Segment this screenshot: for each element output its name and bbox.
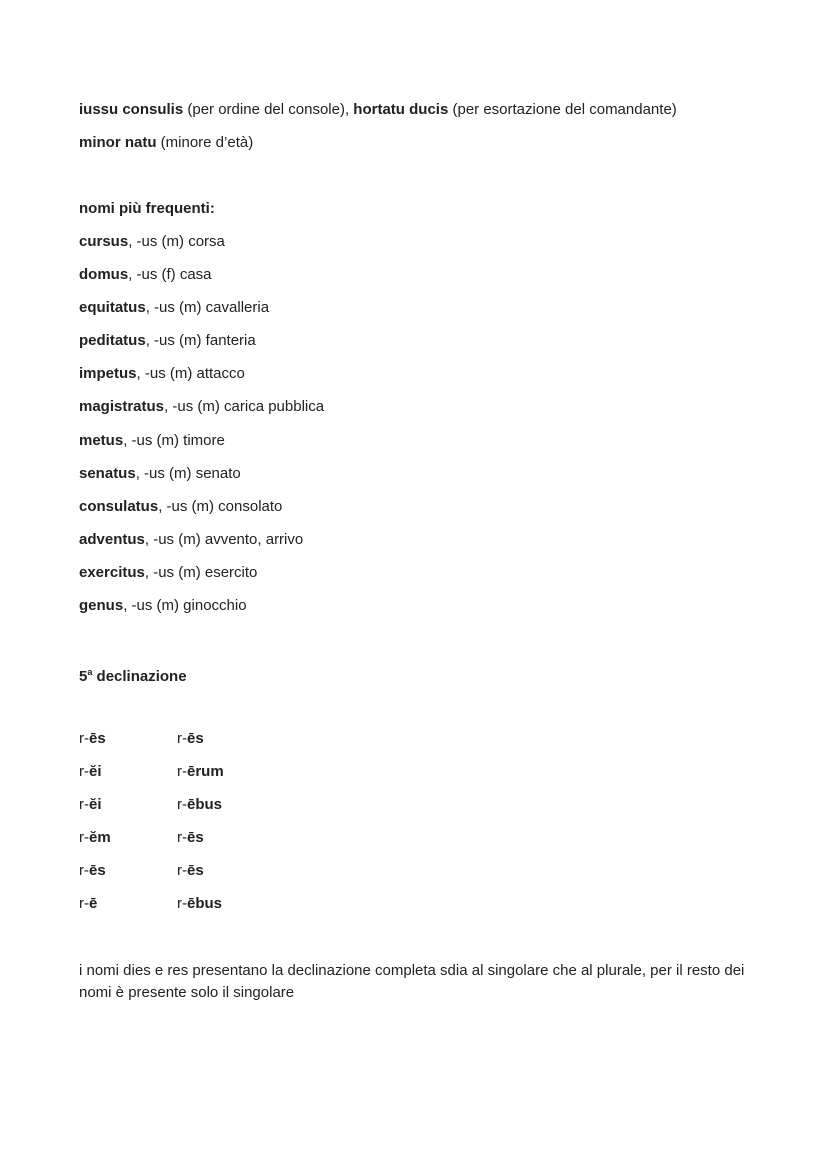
noun-item (79, 596, 247, 616)
noun-term: consulatus (79, 498, 159, 515)
minor-natu-line (79, 133, 253, 153)
phrase-hortatu-ducis: hortatu ducis (353, 101, 449, 118)
noun-item (79, 364, 245, 384)
noun-term: metus (79, 432, 124, 449)
noun-definition: , -us (m) ginocchio (123, 597, 247, 614)
singular-form: r-ĕm (79, 829, 111, 846)
noun-item (79, 331, 256, 351)
noun-item (79, 497, 282, 517)
noun-item (79, 431, 225, 451)
declension-heading-text: declinazione (92, 668, 187, 685)
noun-definition: , -us (m) consolato (158, 498, 283, 515)
noun-definition: , -us (m) timore (123, 432, 225, 449)
nouns-heading: nomi più frequenti: (79, 200, 215, 217)
noun-item (79, 265, 212, 285)
plural-form: r-ēs (177, 829, 204, 846)
phrase-translation: (per ordine del console), (183, 101, 354, 118)
singular-form: r-ēs (79, 862, 106, 879)
plural-form: r-ēbus (177, 895, 223, 912)
noun-definition: , -us (m) esercito (144, 564, 258, 581)
singular-form: r-ĕi (79, 763, 102, 780)
noun-item (79, 298, 269, 318)
plural-form: r-ēs (177, 862, 204, 879)
phrase-translation: (per esortazione del comandante) (448, 101, 677, 118)
declension-note: i nomi dies e res presentano la declinazione completa sdia al singolare che al plurale, per il resto dei nomi è presente solo il singolare (79, 962, 745, 1001)
noun-term: genus (79, 597, 124, 614)
noun-definition: , -us (m) carica pubblica (164, 398, 325, 415)
noun-term: adventus (79, 531, 145, 548)
noun-item (79, 563, 257, 583)
noun-term: senatus (79, 465, 136, 482)
phrase-minor-natu: minor natu (79, 134, 157, 151)
noun-definition: , -us (f) casa (128, 266, 212, 283)
plural-form: r-ērum (177, 763, 224, 780)
noun-definition: , -us (m) senato (135, 465, 241, 482)
phrase-translation: (minore d’età) (156, 134, 254, 151)
noun-definition: , -us (m) attacco (136, 365, 245, 382)
noun-item (79, 397, 324, 417)
phrase-iussu-consulis: iussu consulis (79, 101, 184, 118)
header-line (79, 100, 677, 120)
singular-form: r-ĕi (79, 796, 102, 813)
noun-term: exercitus (79, 564, 145, 581)
singular-form: r-ē (79, 895, 98, 912)
plural-form: r-ēs (177, 730, 204, 747)
noun-item (79, 464, 241, 484)
noun-definition: , -us (m) avvento, arrivo (144, 531, 304, 548)
plural-form: r-ēbus (177, 796, 223, 813)
noun-term: impetus (79, 365, 137, 382)
noun-definition: , -us (m) cavalleria (145, 299, 270, 316)
singular-form: r-ēs (79, 730, 106, 747)
noun-term: domus (79, 266, 129, 283)
noun-definition: , -us (m) corsa (128, 233, 225, 250)
noun-term: equitatus (79, 299, 146, 316)
noun-term: peditatus (79, 332, 146, 349)
declension-ordinal: a (87, 667, 93, 677)
noun-term: cursus (79, 233, 129, 250)
noun-item (79, 232, 225, 252)
declension-number: 5 (79, 668, 88, 685)
noun-term: magistratus (79, 398, 165, 415)
declension-heading (79, 662, 187, 687)
noun-definition: , -us (m) fanteria (145, 332, 256, 349)
noun-item (79, 530, 303, 550)
